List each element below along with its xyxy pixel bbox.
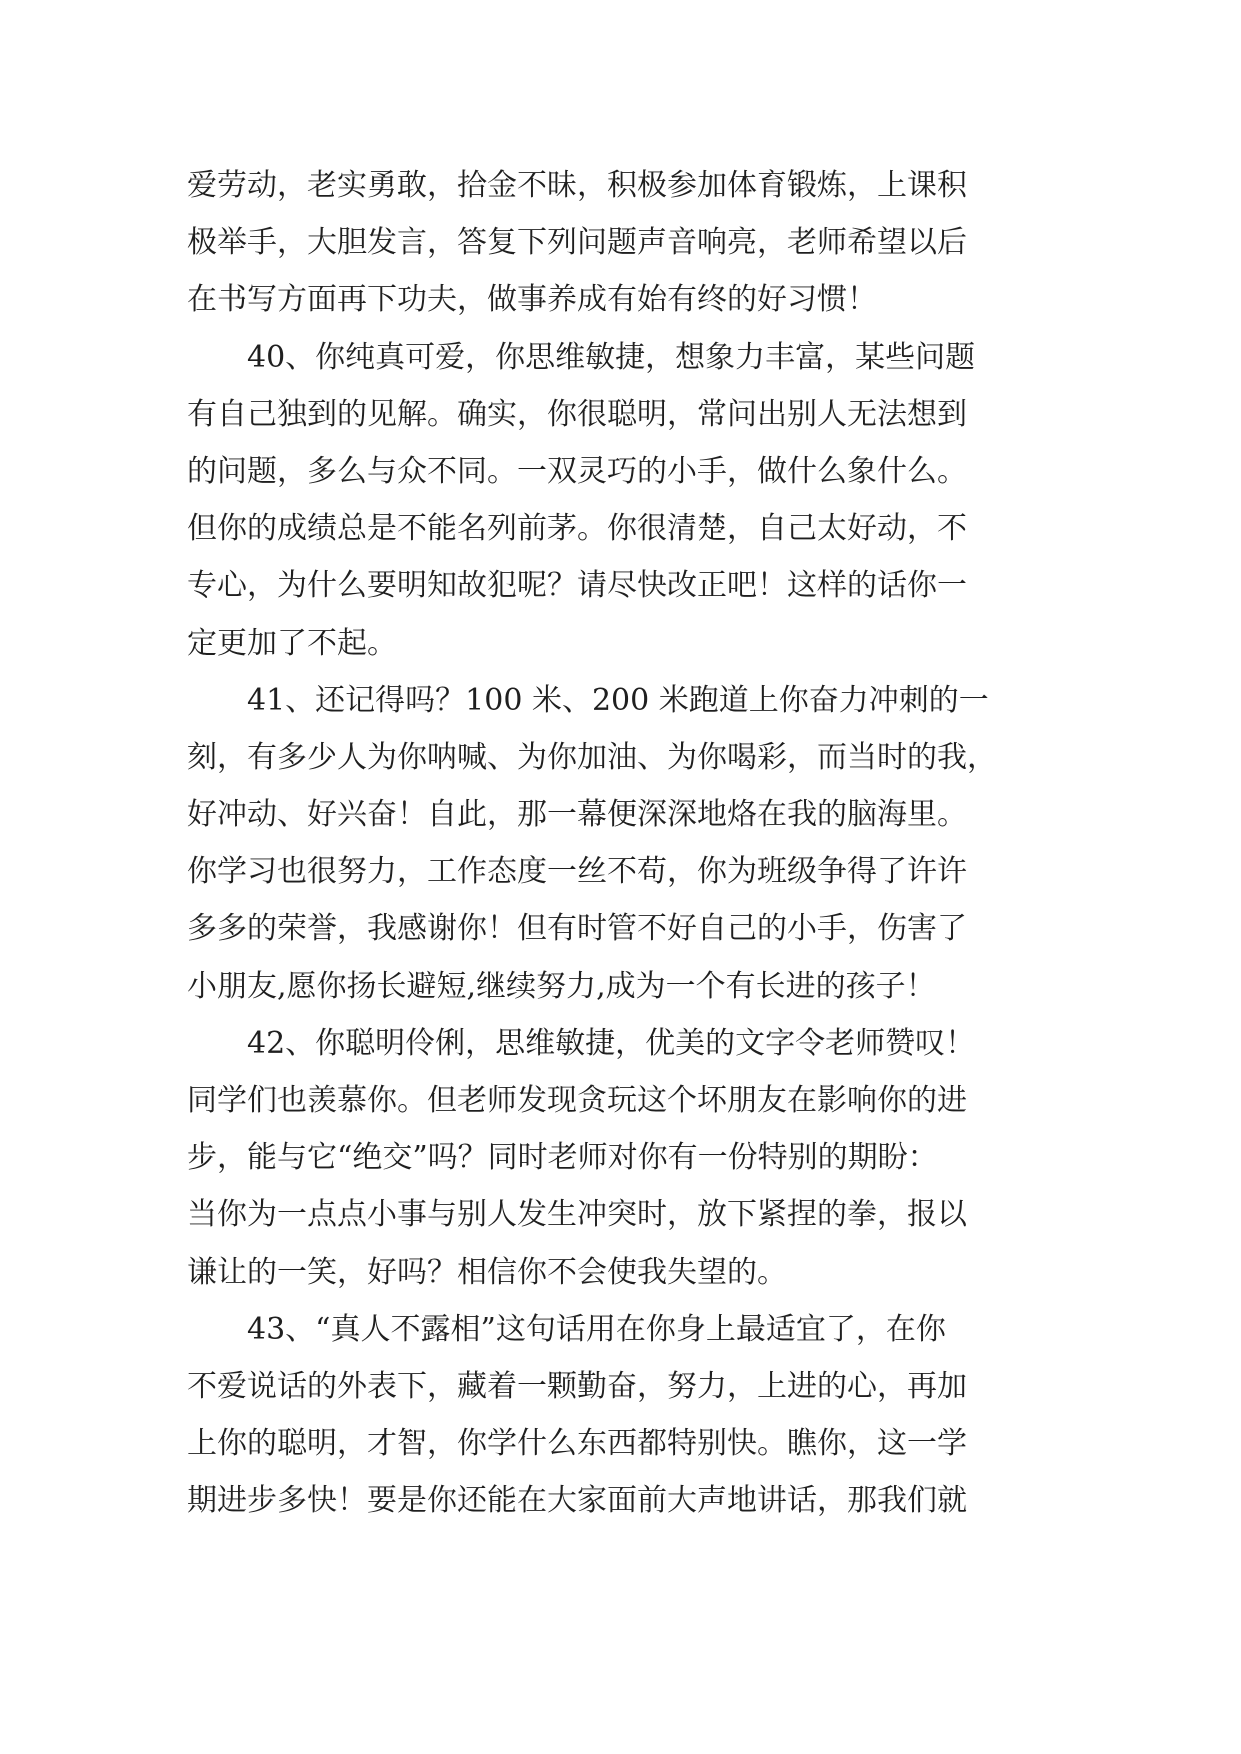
text-line: 多多的荣誉，我感谢你！但有时管不好自己的小手，伤害了	[187, 911, 967, 947]
text-line: 有自己独到的见解。确实，你很聪明，常问出别人无法想到	[187, 396, 967, 432]
text-line: 43、“真人不露相”这句话用在你身上最适宜了，在你	[187, 1311, 946, 1347]
text-line: 极举手，大胆发言，答复下列问题声音响亮，老师希望以后	[187, 225, 967, 261]
text-line: 41、还记得吗？100 米、200 米跑道上你奋力冲刺的一	[187, 682, 989, 718]
text-line: 当你为一点点小事与别人发生冲突时，放下紧捏的拳，报以	[187, 1197, 967, 1233]
text-line: 好冲动、好兴奋！自此，那一幕便深深地烙在我的脑海里。	[187, 797, 967, 833]
text-line: 的问题，多么与众不同。一双灵巧的小手，做什么象什么。	[187, 453, 967, 489]
text-line: 在书写方面再下功夫，做事养成有始有终的好习惯！	[187, 282, 877, 318]
text-line: 步，能与它“绝交”吗？同时老师对你有一份特别的期盼：	[187, 1140, 938, 1176]
text-line: 刻，有多少人为你呐喊、为你加油、为你喝彩，而当时的我，	[187, 739, 997, 775]
text-line: 小朋友,愿你扬长避短,继续努力,成为一个有长进的孩子！	[187, 968, 936, 1004]
text-line: 定更加了不起。	[187, 625, 397, 661]
text-line: 42、你聪明伶俐，思维敏捷，优美的文字令老师赞叹！	[187, 1025, 976, 1061]
text-line: 爱劳动，老实勇敢，拾金不昧，积极参加体育锻炼，上课积	[187, 168, 967, 203]
text-line: 你学习也很努力，工作态度一丝不苟，你为班级争得了许许	[187, 854, 967, 890]
document-body	[187, 157, 1067, 1530]
text-line: 期进步多快！要是你还能在大家面前大声地讲话，那我们就	[187, 1483, 967, 1519]
text-line: 但你的成绩总是不能名列前茅。你很清楚，自己太好动，不	[187, 511, 967, 547]
text-line: 上你的聪明，才智，你学什么东西都特别快。瞧你，这一学	[187, 1426, 967, 1462]
text-line: 同学们也羡慕你。但老师发现贪玩这个坏朋友在影响你的进	[187, 1083, 967, 1118]
text-line: 不爱说话的外表下，藏着一颗勤奋，努力，上进的心，再加	[187, 1368, 967, 1404]
text-line: 谦让的一笑，好吗？相信你不会使我失望的。	[187, 1254, 787, 1290]
text-line: 专心，为什么要明知故犯呢？请尽快改正吧！这样的话你一	[187, 568, 967, 604]
text-line: 40、你纯真可爱，你思维敏捷，想象力丰富，某些问题	[187, 339, 976, 375]
